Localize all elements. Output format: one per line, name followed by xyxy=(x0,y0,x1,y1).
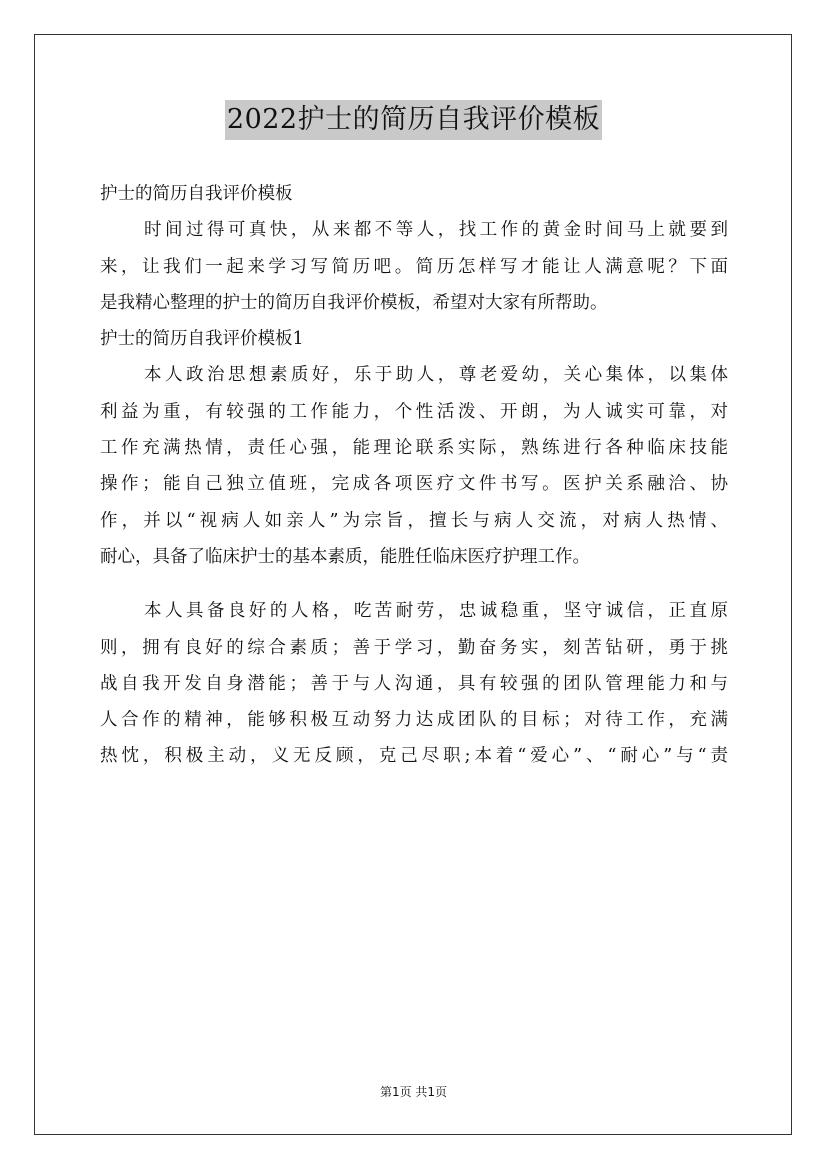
paragraph-line: 耐心，具备了临床护士的基本素质，能胜任临床医疗护理工作。 xyxy=(100,546,590,567)
paragraph-line: 战自我开发自身潜能；善于与人沟通，具有较强的团队管理能力和与 xyxy=(100,673,728,694)
paragraph-line: 本人政治思想素质好，乐于助人，尊老爱幼，关心集体，以集体 xyxy=(144,365,728,386)
paragraph-line: 热忱，积极主动，义无反顾，克己尽职;本着“爱心”、“耐心”与“责 xyxy=(100,746,728,767)
paragraph-spacer xyxy=(100,575,728,593)
page-footer xyxy=(0,1083,827,1100)
paragraph-line: 工作充满热情，责任心强，能理论联系实际，熟练进行各种临床技能 xyxy=(100,438,728,459)
intro-line: 时间过得可真快，从来都不等人，找工作的黄金时间马上就要到 xyxy=(144,220,728,241)
section-heading: 护士的简历自我评价模板 xyxy=(100,184,293,204)
page-number: 第1页 共1页 xyxy=(379,1085,448,1099)
paragraph-line: 利益为重，有较强的工作能力，个性活泼、开朗，为人诚实可靠，对 xyxy=(100,401,728,422)
paragraph-line: 人合作的精神，能够积极互动努力达成团队的目标；对待工作，充满 xyxy=(100,710,728,731)
paragraph-line: 操作；能自己独立值班，完成各项医疗文件书写。医护关系融洽、协 xyxy=(100,474,728,495)
paragraph-line: 本人具备良好的人格，吃苦耐劳，忠诚稳重，坚守诚信，正直原 xyxy=(144,601,728,622)
intro-line: 来，让我们一起来学习写简历吧。简历怎样写才能让人满意呢？下面 xyxy=(100,256,728,277)
document-title: 2022护士的简历自我评价模板 xyxy=(225,100,602,140)
paragraph-line: 则，拥有良好的综合素质；善于学习，勤奋务实，刻苦钻研，勇于挑 xyxy=(100,637,728,658)
title-wrap xyxy=(0,100,827,140)
section-heading: 护士的简历自我评价模板1 xyxy=(100,329,304,350)
paragraph-line: 作，并以“视病人如亲人”为宗旨，擅长与病人交流，对病人热情、 xyxy=(100,510,728,531)
intro-line: 是我精心整理的护士的简历自我评价模板，希望对大家有所帮助。 xyxy=(100,292,608,313)
document-body xyxy=(100,176,728,775)
